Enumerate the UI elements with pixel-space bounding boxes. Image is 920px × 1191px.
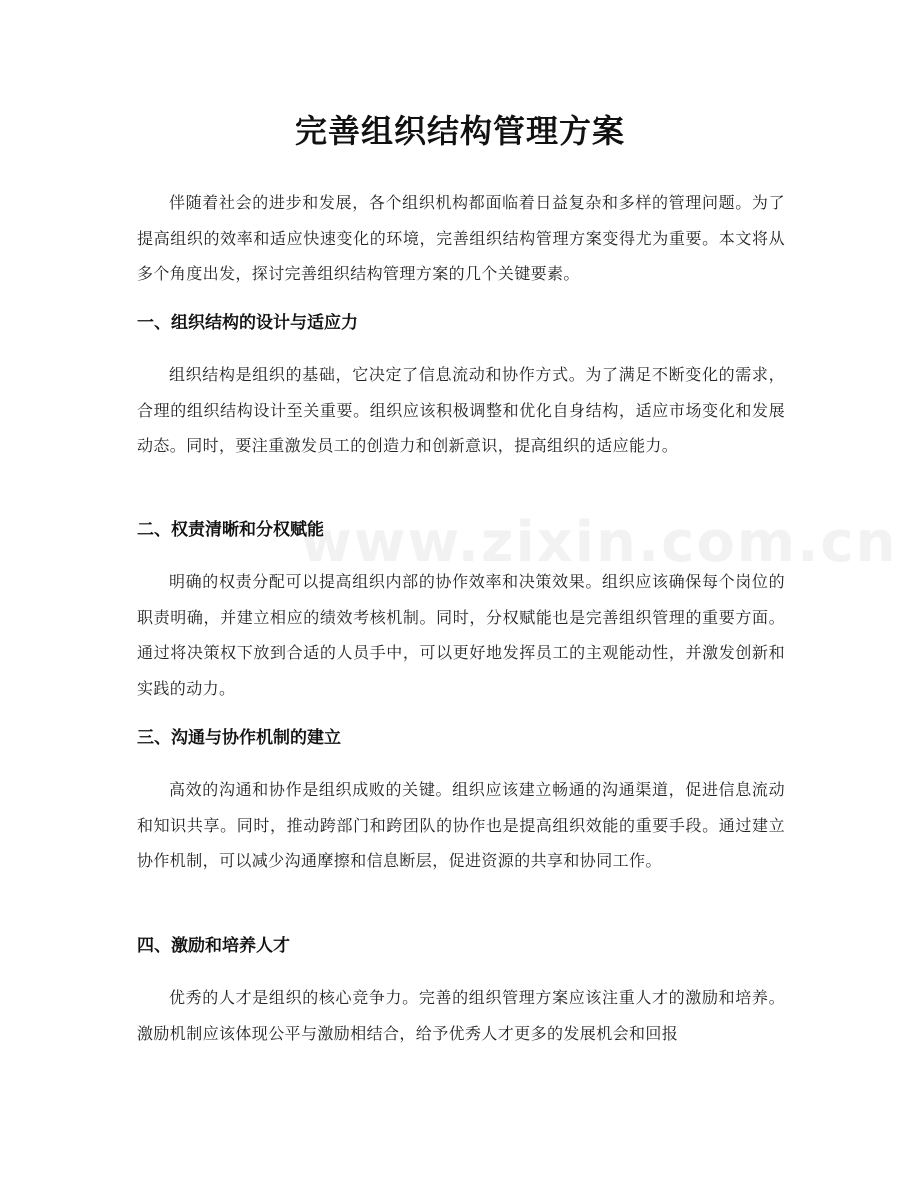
section-body-1: 组织结构是组织的基础，它决定了信息流动和协作方式。为了满足不断变化的需求，合理的组织结构设计至关重要。组织应该积极调整和优化自身结构，适应市场变化和发展动态。同时，要注重激发员工的创造力和创新意识，提高组织的适应能力。 [137, 365, 785, 455]
section-body-2: 明确的权责分配可以提高组织内部的协作效率和决策效果。组织应该确保每个岗位的职责明确，并建立相应的绩效考核机制。同时，分权赋能也是完善组织管理的重要方面。通过将决策权下放到合适的人员手中，可以更好地发挥员工的主观能动性，并激发创新和实践的动力。 [137, 572, 785, 698]
page-title: 完善组织结构管理方案 [294, 112, 625, 150]
section-heading-4: 四、激励和培养人才 [137, 936, 290, 956]
section-body-3: 高效的沟通和协作是组织成败的关键。组织应该建立畅通的沟通渠道，促进信息流动和知识共享。同时，推动跨部门和跨团队的协作也是提高组织效能的重要手段。通过建立协作机制，可以减少沟通摩擦和信息断层，促进资源的共享和协同工作。 [137, 780, 785, 870]
watermark: www.zixin.com.cn [300, 510, 898, 575]
section-heading-3: 三、沟通与协作机制的建立 [137, 728, 341, 748]
section-body-4: 优秀的人才是组织的核心竞争力。完善的组织管理方案应该注重人才的激励和培养。激励机制应该体现公平与激励相结合，给予优秀人才更多的发展机会和回报 [137, 988, 785, 1043]
intro-paragraph: 伴随着社会的进步和发展，各个组织机构都面临着日益复杂和多样的管理问题。为了提高组织的效率和适应快速变化的环境，完善组织结构管理方案变得尤为重要。本文将从多个角度出发，探讨完善组织结构管理方案的几个关键要素。 [137, 193, 785, 283]
section-heading-1: 一、组织结构的设计与适应力 [137, 313, 358, 333]
section-heading-2: 二、权责清晰和分权赋能 [137, 520, 324, 540]
